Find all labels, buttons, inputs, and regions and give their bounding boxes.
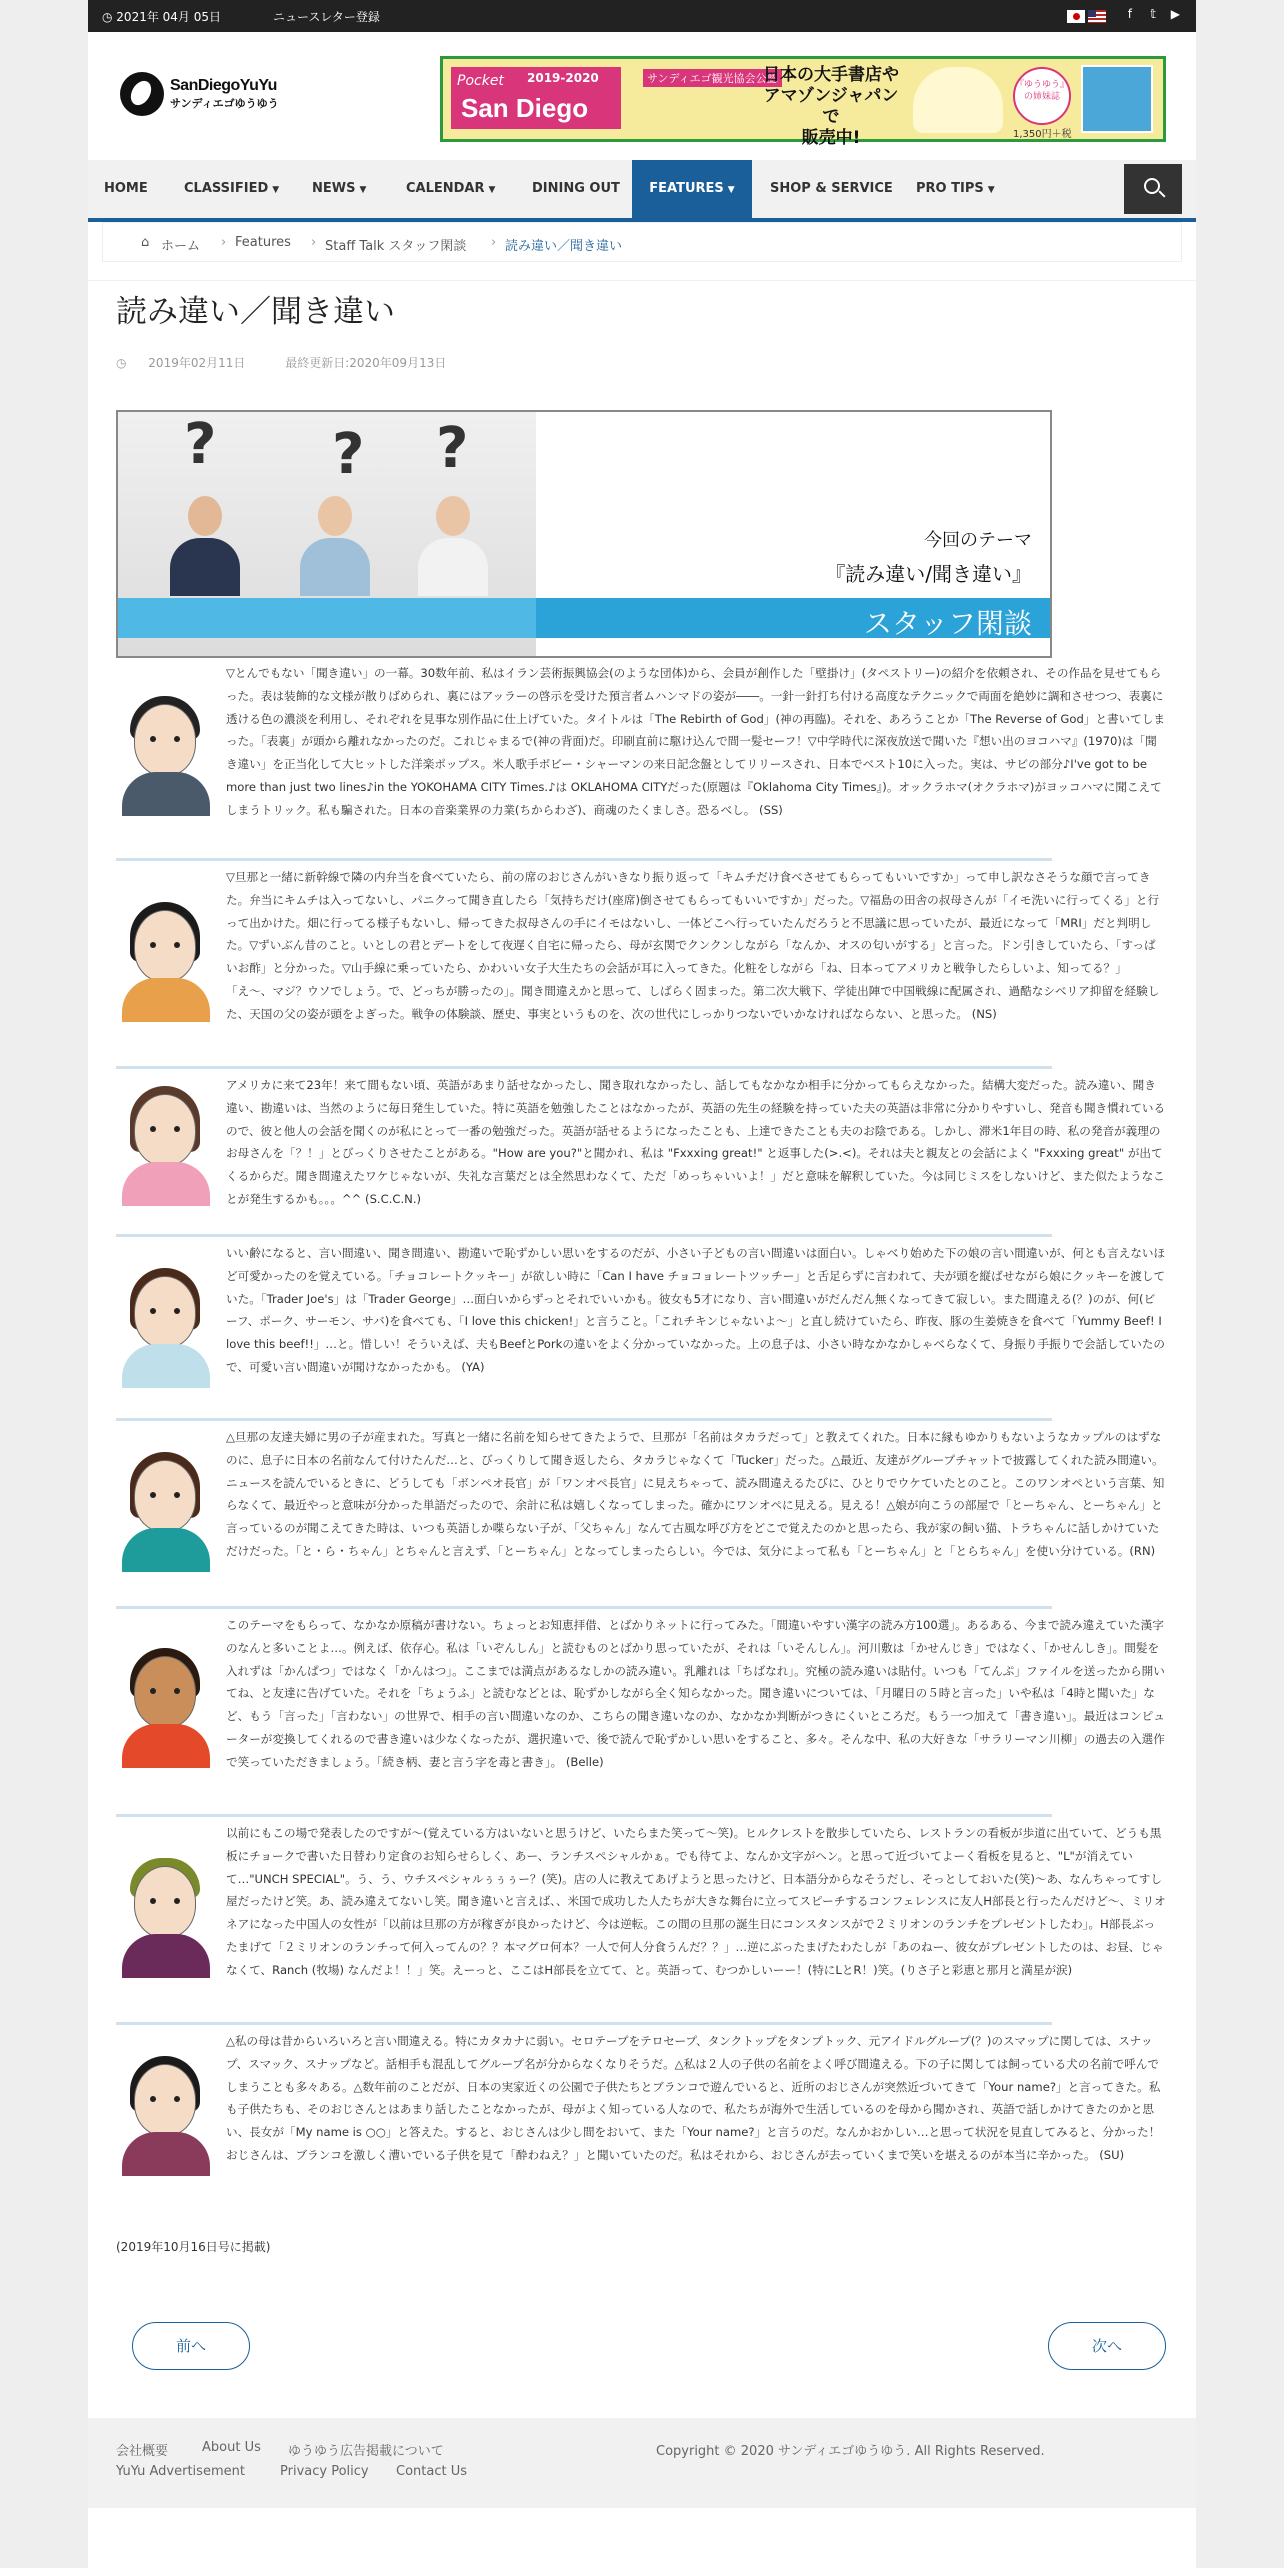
updated-date: 最終更新日:2020年09月13日: [285, 356, 447, 370]
entry-divider: [116, 1814, 1052, 1817]
hero-image: [116, 410, 1052, 658]
entry-text: ▽とんでもない「聞き違い」の一幕。30数年前、私はイラン芸術振興協会(のような団体)から、会員が創作した「壁掛け」(タペストリー)の紹介を依頼され、その作品を見せてもらった。表は装飾的な文様が散りばめられ、裏にはアッラーの啓示を受けた預言者ムハンマドの姿が――。一針一針打ち付ける高度なテクニックで両面を絶妙に調和させつつ、表裏に透ける色の濃淡を利用し、それぞれを見事な別作品に仕上げていた。タイトルは「The Rebirth of God」(神の再臨)。それを、あろうことか「The Reverse of God」と書いてしまった。「表裏」が頭から離れなかったのだ。これじゃまるで(神の背面)だ。印刷直前に駆け込んで間一髪セーフ！▽中学時代に深夜放送で聞いた『想い出のヨコハマ』(1970)は「聞き違い」を正当化して大ヒットした洋楽ポップス。米人歌手ボビー・シャーマンの来日記念盤としてリリースされ、日本でベスト10に入った。実は、サビの部分♪I've got to be more than just two lines♪in the YOKOHAMA CITY Times.♪は OKLAHOMA CITYだった(原題は『Oklahoma City Times』)。オックラホマ(オクラホマ)がヨッコハマに聞こえてしまうトリック。私も騙された。日本の音楽業界の力業(ちからわざ)、商魂のたくましさ。恐るべし。 (SS): [226, 666, 1166, 817]
footer-link-contact[interactable]: Contact Us: [396, 2464, 467, 2479]
date-label: 2021年 04月 05日: [116, 10, 222, 24]
nav-dining-out-label: DINING OUT: [532, 181, 620, 196]
youtube-icon[interactable]: ▶: [1170, 7, 1180, 21]
staff-avatar: [116, 1082, 216, 1202]
person-illustration: [300, 496, 370, 596]
entry-text: ▽旦那と一緒に新幹線で隣の内弁当を食べていたら、前の席のおじさんがいきなり振り返って「キムチだけ食べさせてもらってもいいですか」って申し訳なさそうな顔で言ってきた。弁当にキムチは入ってないし、パニクって聞き直したら「気持ちだけ(座席)倒させてもらってもいいですか」だった。▽福島の田舎の叔母さんが「イモ洗いに行ってくる」と行って出かけた。畑に行ってる様子もないし、帰ってきた叔母さんの手にイモはないし、一体どこへ行っていたんだろうと不思議に思っていたが、最近になって「MRI」だと判明した。▽ずいぶん昔のこと。いとしの君とデートをして夜遅く自宅に帰ったら、母が玄関でクンクンしながら「なんか、オスの匂いがする」と言った。ドン引きしていたら、「すっぱいお酢」と分かった。▽山手線に乗っていたら、かわいい女子大生たちの会話が耳に入ってきた。化粧をしながら「ね、日本ってアメリカと戦争したらしいよ、知ってる？」「え〜、マジ？ウソでしょう。で、どっちが勝ったの」。聞き間違えかと思って、しばらく固まった。第二次大戦下、学徒出陣で中国戦線に配属され、過酷なシベリア抑留を経験した、天国の父の姿が頭をよぎった。戦争の体験談、歴史、事実というものを、次の世代にしっかりつないでいかなければならない、と思った。 (NS): [226, 870, 1160, 1021]
nav-classified[interactable]: [184, 160, 279, 218]
clock-icon: ◷: [116, 356, 131, 370]
staff-avatar: [116, 1854, 216, 1974]
staff-avatar: [116, 692, 216, 812]
chevron-down-icon: ▼: [272, 185, 280, 195]
hero-theme-title: 『読み違い/聞き違い』: [825, 562, 1032, 586]
breadcrumb-staff-talk[interactable]: Staff Talk スタッフ閑談: [325, 239, 467, 254]
nav-home-label: HOME: [104, 181, 148, 196]
language-flags: [1064, 9, 1106, 23]
site-logo[interactable]: [120, 72, 279, 116]
us-flag-icon[interactable]: [1088, 10, 1106, 23]
nav-pro-tips-label: PRO TIPS: [916, 181, 984, 196]
person-illustration: [170, 496, 240, 596]
entry-text: △旦那の友達夫婦に男の子が産まれた。写真と一緒に名前を知らせてきたようで、旦那が「名前はタカラだって」と教えてくれた。日本に縁もゆかりもないようなカップルのはずなのに、息子に日本の名前なんて付けたんだ…と、びっくりして聞き返したら、タカラじゃなくて「Tucker」だった。△最近、友達がグループチャットで披露してくれた読み間違い。ニュースを読んでいるときに、どうしても「ボンペオ長官」が「ワンオペ長官」に見えちゃって、読み間違えるたびに、ひとりでウケていたとのこと。このワンオペという言葉、知らなくて、最近やっと意味が分かった単語だったので、余計に私は嬉しくなってしまった。確かにワンオペに見える。見える！△娘が向こうの部屋で「とーちゃん、とーちゃん」と言っているのが聞こえてきた時は、いつも英語しか喋らない子が、「父ちゃん」なんて古風な呼び方をどこで覚えたのかと思ったら、我が家の飼い猫、トラちゃんに話しかけていただけだった。「と・ら・ちゃん」とちゃんと言えず、「とーちゃん」となってしまったらしい。今では、気分によって私も「とーちゃん」と「とらちゃん」を使い分けている。(RN): [226, 1430, 1165, 1558]
nav-calendar[interactable]: [406, 160, 495, 218]
nav-dining-out[interactable]: [532, 160, 620, 218]
staff-avatar: [116, 2052, 216, 2172]
banner-price: 1,350円＋税: [1013, 129, 1072, 140]
page: [88, 0, 1196, 2568]
entry-divider: [116, 1234, 1052, 1237]
footer-link-ad-info[interactable]: ゆうゆう広告掲載について: [288, 2444, 444, 2459]
breadcrumb: [102, 222, 1182, 262]
divider: [88, 280, 1196, 281]
banner-cat-illustration: [913, 67, 1003, 133]
banner-badge: サンディエゴ観光協会公認: [643, 69, 782, 87]
nav-features-label: FEATURES: [649, 181, 724, 196]
hero-series-title: スタッフ閑談: [863, 607, 1032, 640]
nav-classified-label: CLASSIFIED: [184, 181, 269, 196]
banner-book-cover: [1081, 65, 1153, 133]
breadcrumb-separator-icon: ›: [491, 235, 497, 250]
banner-headline: 日本の大手書店や アマゾンジャパンで 販売中!: [763, 65, 899, 148]
banner-city: San Diego: [461, 93, 589, 123]
entry-divider: [116, 858, 1052, 861]
nav-home[interactable]: [104, 160, 148, 218]
site-header: [88, 32, 1196, 160]
prev-button[interactable]: 前へ: [132, 2322, 250, 2370]
staff-avatar: [116, 1264, 216, 1384]
banner-pocket-block: [451, 67, 621, 129]
question-mark-icon: ?: [332, 422, 365, 487]
entry-divider: [116, 2022, 1052, 2025]
clock-icon: ◷: [102, 10, 117, 24]
breadcrumb-separator-icon: ›: [221, 235, 227, 250]
japan-flag-icon[interactable]: [1067, 10, 1085, 23]
breadcrumb-separator-icon: ›: [311, 235, 317, 250]
staff-avatar: [116, 1644, 216, 1764]
nav-pro-tips[interactable]: [916, 160, 995, 218]
logo-subtitle: サンディエゴゆうゆう: [170, 98, 279, 110]
chevron-down-icon: ▼: [727, 185, 735, 195]
footer-link-company[interactable]: 会社概要: [116, 2444, 169, 2459]
breadcrumb-features[interactable]: Features: [235, 235, 291, 250]
entry-text: このテーマをもらって、なかなか原稿が書けない。ちょっとお知恵拝借、とばかりネットに行ってみた。「間違いやすい漢字の読み方100選」。あるある、今まで読み違えていた漢字のなんと多いことよ…。例えば、依存心。私は「いぞんしん」と読むものとばかり思っていたが、それは「いそんしん」。河川敷は「かせんじき」ではなく、「かせんしき」。間髪を入れずは「かんぱつ」ではなく「かんはつ」。ここまでは満点があるなしかの読み違い。乳離れは「ちばなれ」。究極の読み違いは貼付。いつも「てんぷ」ファイルを送ったから開いてね、と友達に告げていた。それを「ちょうふ」と読むなどとは、恥ずかしながら全く知らなかった。聞き違いについては、「月曜日の５時と言った」いや私は「4時と聞いた」など、もう「言った」「言わない」の世界で、相手の言い間違いなのか、こちらの聞き違いなのか、なかなか判断がつきにくいところだ。もう一つ加えて「書き違い」。最近はコンピューターが変換してくれるので書き違いは少なくなったが、選択違いで、後で読んで恥ずかしい思いをすること、多々。そんな中、私の大好きな「サラリーマン川柳」の過去の入選作で笑っていただきましょう。「続き柄、妻と言う字を毒と書き」。 (Belle): [226, 1618, 1165, 1769]
entry-divider: [116, 1606, 1052, 1609]
published-date: 2019年02月11日: [148, 356, 246, 370]
article-meta: [116, 354, 464, 371]
site-footer: [88, 2418, 1196, 2508]
nav-shop-service-label: SHOP & SERVICE: [770, 181, 893, 196]
nav-features[interactable]: [632, 160, 752, 218]
chevron-down-icon: ▼: [488, 185, 496, 195]
page-title: 読み違い／聞き違い: [116, 294, 395, 330]
footer-copyright: Copyright © 2020 サンディエゴゆうゆう. All Rights Reserved.: [656, 2444, 1045, 2459]
footer-link-about[interactable]: About Us: [202, 2440, 261, 2455]
staff-avatar: [116, 1448, 216, 1568]
entry-divider: [116, 1418, 1052, 1421]
question-mark-icon: ?: [436, 416, 469, 481]
chevron-down-icon: ▼: [987, 185, 995, 195]
hero-theme-label: 今回のテーマ: [924, 530, 1032, 551]
breadcrumb-current: 読み違い／聞き違い: [505, 239, 623, 254]
twitter-icon[interactable]: 𝕥: [1150, 7, 1156, 21]
chevron-down-icon: ▼: [359, 185, 367, 195]
nav-shop-service[interactable]: [770, 160, 893, 218]
nav-news[interactable]: [312, 160, 366, 218]
top-bar: [88, 0, 1196, 32]
footer-link-advertisement[interactable]: YuYu Advertisement: [116, 2464, 245, 2479]
facebook-icon[interactable]: f: [1127, 7, 1132, 21]
main-nav: [88, 160, 1196, 222]
person-illustration: [418, 496, 488, 596]
date-text: [102, 8, 221, 25]
banner-seal: 『ゆうゆう』の姉妹誌: [1013, 67, 1071, 125]
entry-text: 以前にもこの場で発表したのですが～(覚えている方はいないと思うけど、いたらまた笑って～笑)。ヒルクレストを散歩していたら、レストランの看板が歩道に出ていて、どうも黒板にチョークで書いた日替わり定食のお知らせらしく、あー、ランチスペシャルかぁ。でも待てよ、なんか文字がヘン。と思って近づいてよーく看板を見ると、"L"が消えていて…"UNCH SPECIAL"。う、う、ウチスペシャルぅぅぅー？(笑)。店の人に教えてあげようと思ったけど、日本語分からなそうだし、そっとしておいた(笑)〜あ、なんちゃってすし屋だったけど笑。あ、読み違えてないし笑。聞き違いと言えば、、米国で成功した人たちが大きな舞台に立ってスピーチするコンフェレンスに友人H部長と行ったんだけど〜、ミリオネアになった中国人の女性が「以前は旦那の方が稼ぎが良かったけど、今は逆転。この間の旦那の誕生日にコンスタンスがで２ミリオンのランチをプレゼントしたわ」。H部長ぶったまげて「２ミリオンのランチって何入ってんの？？本マグロ何本？一人で何人分食うんだ？？」…逆にぶったまげたわたしが「あのねー、彼女がプレゼントしたのは、お昼、じゃなくて、Ranch (牧場) なんだよ！！」笑。えーっと、ここはH部長を立てて、と。英語って、むつかしいーー！(特にLとR！)笑。(りさ子と彩恵と那月と満星が涙): [226, 1826, 1166, 1977]
newsletter-link[interactable]: ニュースレター登録: [273, 10, 380, 24]
search-button[interactable]: [1124, 164, 1182, 214]
footer-link-privacy[interactable]: Privacy Policy: [280, 2464, 369, 2479]
entry-text: いい齢になると、言い間違い、聞き間違い、勘違いで恥ずかしい思いをするのだが、小さい子どもの言い間違いは面白い。しゃべり始めた下の娘の言い間違いが、何とも言えないほど可愛かったのを覚えている。「チョコレートクッキー」が欲しい時に「Can I have チョコョレートツッチー」と舌足らずに言われて、夫が頭を縦ばせながら娘にクッキーを渡していた。「Trader Joe's」は「Trader George」…面白いからずっとそれでいいかも。彼女も5才になり、言い間違いがだんだん無くなってきて寂しい。また間違える(？)のが、何(ビーフ、ポーク、サーモン、サバ)を食べても、「I love this chicken!」と言うこと。「これチキンじゃないよ〜」と直し続けていたら、昨夜、豚の生姜焼きを食べて「Yummy Beef! I love this beef!!」…と。惜しい！そういえば、夫もBeefとPorkの違いをよく分かっていなかった。上の息子は、小さい時なかなかしゃべらなくて、身振り手振りで会話していたので、可愛い言い間違いが聞けなかったかも。 (YA): [226, 1246, 1166, 1374]
nav-calendar-label: CALENDAR: [406, 181, 485, 196]
logo-mark-icon: [120, 72, 164, 116]
publication-note: (2019年10月16日号に掲載): [116, 2240, 271, 2254]
banner-pocket-text: Pocket: [457, 73, 504, 89]
breadcrumb-home[interactable]: ホーム: [161, 239, 201, 254]
staff-avatar: [116, 898, 216, 1018]
entry-text: アメリカに来て23年！来て間もない頃、英語があまり話せなかったし、聞き取れなかったし、話してもなかなか相手に分かってもらえなかった。結構大変だった。読み違い、聞き違い、勘違いは、当然のように毎日発生していた。特に英語を勉強したことはなかったが、英語の先生の経験を持っていた夫の英語は非常に分かりやすいし、発音も聞き慣れているので、彼と他人の会話を聞くのが私にとって一番の勉強だった。英語が話せるようになったことも、上達できたことも夫のお陰である。しかし、滞米1年目の時、私の発音が義理のお母さんを「？！」とびっくりさせたことがある。"How are you?"と聞かれ、私は "Fxxxing great!" と返事した(>.<)。それは夫と親友との会話によく "Fxxxing great" が出てくるからだ。聞き間違えたワケじゃないが、失礼な言葉だとは全然思わなくて、ただ「めっちゃいいよ！」だと意味を解釈していた。今は同じミスをしないけど、また似たようなことが発生するかも。。。^^ (S.C.C.N.): [226, 1078, 1166, 1206]
entry-divider: [116, 1066, 1052, 1069]
logo-title: SanDiegoYuYu: [170, 77, 277, 94]
banner-year: 2019-2020: [527, 71, 599, 85]
nav-news-label: NEWS: [312, 181, 356, 196]
entry-text: △私の母は昔からいろいろと言い間違える。特にカタカナに弱い。セロテープをテロセープ、タンクトップをタンプトック、元アイドルグループ(？)のスマップに関しては、スナップ、スマック、スナップなど。話相手も混乱してグループ名が分からなくなりそうだ。△私は２人の子供の名前をよく呼び間違える。下の子に関しては飼っている犬の名前で呼んでしまうことも多々ある。△数年前のことだが、日本の実家近くの公園で子供たちとブランコで遊んでいると、近所のおじさんが突然近づいてきて「Your name?」と言ってきた。私も子供たちも、そのおじさんとはあまり話したことなかったが、母がよく知っている人なので、私たちが海外で生活しているのを母から聞かされ、英語で話しかけてきたのかと思い、長女が「My name is ○○」と答えた。すると、おじさんは少し間をおいて、また「Your name?」と言うのだ。なんかおかしい…と思って状況を見直してみると、分かった！おじさんは、ブランコを激しく漕いでいる子供を見て「酔わねえ？」と聞いていたのだ。私はそれから、おじさんが去っていくまで笑いを堪えるのが本当に辛かった。 (SU): [226, 2034, 1161, 2162]
question-mark-icon: ?: [184, 412, 217, 477]
next-button[interactable]: 次へ: [1048, 2322, 1166, 2370]
ad-banner[interactable]: [440, 56, 1166, 148]
home-icon: ⌂: [141, 235, 150, 250]
